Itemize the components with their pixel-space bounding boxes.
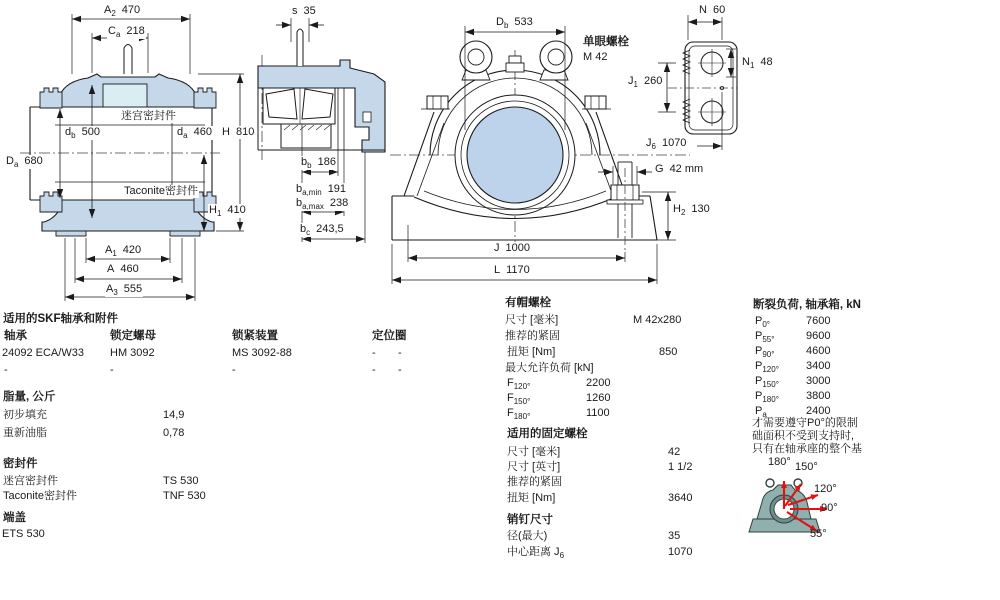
cell-text: 推荐的紧固 <box>505 330 560 342</box>
row-fixing-torque-label <box>507 492 555 505</box>
col-header-bearing <box>4 330 27 343</box>
dim-symbol: F <box>507 377 514 389</box>
table-grease-title <box>3 391 55 404</box>
dim-symbol: P <box>755 405 763 417</box>
dim-symbol: H <box>209 204 217 216</box>
cell-bearing-designation <box>2 347 84 360</box>
dim-value: 48 <box>760 56 773 68</box>
cell-locknut <box>110 347 155 360</box>
angle-text: 180° <box>768 456 791 468</box>
dim-value: 810 <box>235 126 255 138</box>
dim-value: 460 <box>120 263 139 275</box>
dim-A3 <box>105 283 143 297</box>
cell-locating-ring-1 <box>372 347 376 360</box>
dim-symbol: N <box>742 56 750 68</box>
cell-text: 24092 ECA/W33 <box>2 347 84 359</box>
cell-text: TNF 530 <box>163 490 206 502</box>
angle-text: 90° <box>821 502 838 514</box>
angle-label-150 <box>795 461 818 474</box>
dim-symbol: F <box>507 407 514 419</box>
cell-text: TS 530 <box>163 475 199 487</box>
dim-value: 260 <box>643 75 663 87</box>
dim-value: 555 <box>123 283 143 295</box>
dim-symbol: b <box>296 197 303 209</box>
dim-s <box>291 5 317 18</box>
header-text: 定位圈 <box>372 330 407 342</box>
dim-A2 <box>103 4 141 18</box>
cell-text: - <box>372 364 376 376</box>
cell-text: 重新油脂 <box>3 427 47 439</box>
dim-subscript: 55° <box>762 335 775 344</box>
eyebolt-size-text: M 42 <box>583 51 608 63</box>
row-taconite-label <box>3 490 77 503</box>
cell-text: 初步填充 <box>3 409 47 421</box>
title-text: 端盖 <box>3 512 26 524</box>
dim-subscript: 120° <box>762 365 779 374</box>
dim-symbol: J <box>646 137 652 149</box>
dim-L <box>493 264 531 277</box>
cell-text: 14,9 <box>163 409 185 421</box>
cell-text: 0,78 <box>163 427 185 439</box>
eyebolt-title-text: 单眼螺栓 <box>583 36 629 48</box>
cell-text: M 42x280 <box>633 314 682 326</box>
dim-subscript: 6 <box>559 551 565 560</box>
dim-symbol: P <box>755 360 763 372</box>
dim-value: 186 <box>317 156 336 168</box>
row-fixing-torque-value <box>668 492 692 505</box>
dim-subscript: b <box>71 131 76 140</box>
table-pins-title <box>507 514 553 527</box>
title-text: 有帽螺栓 <box>505 297 551 309</box>
row-F150 <box>507 392 530 406</box>
row-P90 <box>755 345 774 359</box>
dim-Da <box>5 155 44 169</box>
row-pin-centerdist-value <box>668 546 692 559</box>
cell-text: 扭矩 [Nm] <box>507 492 556 504</box>
note-text: 只有在轴承座的整个基 <box>752 443 862 455</box>
dim-symbol: D <box>496 16 504 28</box>
dim-symbol: H <box>222 126 230 138</box>
dim-value: 533 <box>514 16 533 28</box>
dim-symbol: D <box>6 155 14 167</box>
table-capbolts-title <box>505 297 551 310</box>
cell-text: 尺寸 [毫米] <box>507 446 561 458</box>
row-taconite-value <box>163 490 206 503</box>
cell-locating-ring-2 <box>398 347 402 360</box>
header-text: 轴承 <box>4 330 27 342</box>
cell-text: - <box>110 364 114 376</box>
dim-symbol: d <box>65 126 72 138</box>
dim-symbol: A <box>104 4 112 16</box>
dim-subscript: 1 <box>216 209 222 218</box>
table-bearing-title <box>3 313 118 326</box>
note-line-3 <box>752 443 862 456</box>
dim-Db <box>495 16 534 30</box>
dim-value: 218 <box>126 25 145 37</box>
label-labyrinth-seal <box>120 110 177 123</box>
header-text: 锁定螺母 <box>110 330 156 342</box>
dim-subscript: 150° <box>762 380 779 389</box>
table-seals-title <box>3 458 38 471</box>
row-fixing-size-in-label <box>507 461 560 474</box>
cell-text: 中心距离 J <box>507 546 560 558</box>
title-text: 销钉尺寸 <box>507 514 553 526</box>
row-P0-value <box>806 315 830 328</box>
dim-H <box>221 126 255 139</box>
dim-subscript: 1 <box>112 249 117 258</box>
dim-H2 <box>672 203 711 217</box>
label-eyebolt-size <box>583 51 607 64</box>
dim-value: 60 <box>712 4 726 16</box>
row-P55 <box>755 330 774 344</box>
dim-symbol: A <box>105 244 113 256</box>
row-grease-relube-label <box>3 427 47 440</box>
cell-text: 4600 <box>806 345 831 357</box>
row-capbolt-tightening-label <box>505 330 560 343</box>
dim-G <box>654 163 704 176</box>
row-F180 <box>507 407 530 421</box>
title-text: 适用的SKF轴承和附件 <box>3 313 118 325</box>
dim-subscript: 150° <box>513 397 531 406</box>
dim-subscript: a <box>183 131 188 140</box>
cell-text: 迷宫密封件 <box>3 475 58 487</box>
row-F120-value <box>586 377 610 390</box>
dim-symbol: N <box>699 4 707 16</box>
table-breaking-title <box>753 299 861 312</box>
angle-text: 55° <box>810 528 827 540</box>
cell-text: 最大允许负荷 [kN] <box>505 362 594 374</box>
dim-subscript: c <box>306 228 311 237</box>
title-text: 脂量, 公斤 <box>3 391 56 403</box>
dim-value: 35 <box>303 5 316 17</box>
dim-value: 1170 <box>506 264 530 276</box>
dim-H1 <box>208 204 247 218</box>
angle-label-120 <box>814 483 837 496</box>
cell-text: 9600 <box>806 330 831 342</box>
row-P180 <box>755 390 779 404</box>
row-capbolt-size-label <box>505 314 558 327</box>
table-fixingbolts-title <box>507 428 588 441</box>
dim-J1 <box>627 75 663 89</box>
title-text: 适用的固定螺栓 <box>507 428 588 440</box>
cell-text: 850 <box>659 346 678 358</box>
dim-symbol: s <box>292 5 298 17</box>
cell-text: 扭矩 [Nm] <box>507 346 556 358</box>
cell-text: 1260 <box>586 392 611 404</box>
row-capbolt-torque-label <box>507 346 555 359</box>
dim-subscript: b <box>307 161 312 170</box>
dim-value: 680 <box>24 155 43 167</box>
dim-subscript: 1 <box>633 80 638 89</box>
dim-subscript: 2 <box>111 9 116 18</box>
dim-subscript: 180° <box>513 412 531 421</box>
cell-text: 尺寸 [毫米] <box>505 314 559 326</box>
row-Pa-value <box>806 405 830 418</box>
dim-Ca <box>107 25 146 39</box>
cell-text: 35 <box>668 530 681 542</box>
row-F150-value <box>586 392 610 405</box>
angle-text: 120° <box>814 483 837 495</box>
dim-value: 243,5 <box>316 223 344 235</box>
dim-symbol: b <box>301 156 308 168</box>
dim-symbol: J <box>628 75 634 87</box>
dim-symbol: P <box>755 375 763 387</box>
dim-subscript: 2 <box>680 208 686 217</box>
dim-db <box>64 126 101 140</box>
cell-text: - <box>398 364 402 376</box>
title-text: 断裂负荷, 轴承箱, kN <box>753 299 861 311</box>
cell-text: 2400 <box>806 405 831 417</box>
dim-value: 130 <box>691 203 710 215</box>
title-text: 密封件 <box>3 458 38 470</box>
cell-bearing-designation <box>4 364 8 377</box>
dim-subscript: 120° <box>513 382 531 391</box>
dim-A <box>106 263 140 276</box>
cell-text: 推荐的紧固 <box>507 476 562 488</box>
dim-symbol: A <box>106 283 114 295</box>
cell-text: 3400 <box>806 360 831 372</box>
dim-value: 410 <box>227 204 246 216</box>
cell-text: 尺寸 [英寸] <box>507 461 561 473</box>
dim-value: 420 <box>122 244 142 256</box>
note-line-2 <box>752 430 854 443</box>
cell-text: 1070 <box>668 546 693 558</box>
row-grease-initial-value <box>163 409 184 422</box>
cell-text: 1 1/2 <box>668 461 693 473</box>
dim-value: 460 <box>193 126 212 138</box>
note-line-1 <box>752 417 858 430</box>
dim-value: 191 <box>327 183 347 195</box>
dim-subscript: 3 <box>113 288 118 297</box>
row-P150 <box>755 375 779 389</box>
row-P120-value <box>806 360 830 373</box>
row-pin-diameter-label <box>507 530 547 543</box>
angle-label-180 <box>768 456 791 469</box>
base-plan-view <box>658 15 737 150</box>
row-grease-relube-value <box>163 427 184 440</box>
cell-text: MS 3092-88 <box>232 347 292 359</box>
dim-symbol: P <box>755 315 763 327</box>
row-F180-value <box>586 407 610 420</box>
dim-symbol: L <box>494 264 501 276</box>
row-P120 <box>755 360 779 374</box>
row-P55-value <box>806 330 830 343</box>
row-fixing-tightening-label <box>507 476 562 489</box>
row-fixing-size-mm-value <box>668 446 680 459</box>
dim-A1 <box>104 244 142 258</box>
cell-text: 42 <box>668 446 681 458</box>
dim-symbol: b <box>296 183 303 195</box>
label-eyebolt-title <box>583 36 629 49</box>
dim-subscript: a <box>762 410 767 419</box>
dim-subscript: a,max <box>302 202 324 211</box>
cell-text: - <box>398 347 402 359</box>
dim-subscript: a <box>13 160 19 169</box>
dim-value: 500 <box>81 126 100 138</box>
row-P150-value <box>806 375 830 388</box>
col-header-locating-ring <box>372 330 407 343</box>
row-labyrinth-label <box>3 475 58 488</box>
dim-symbol: P <box>755 345 763 357</box>
row-P90-value <box>806 345 830 358</box>
dim-J6 <box>645 137 687 151</box>
angle-label-90 <box>821 502 838 515</box>
dim-ba-max <box>295 197 349 211</box>
row-capbolt-size-value <box>633 314 681 327</box>
row-grease-initial-label <box>3 409 47 422</box>
dim-subscript: 90° <box>762 350 775 359</box>
cell-text: 3000 <box>806 375 831 387</box>
dim-symbol: A <box>107 263 115 275</box>
note-text: 础面积不受到支持时, <box>752 430 855 442</box>
row-fixing-size-mm-label <box>507 446 560 459</box>
dim-J <box>493 242 531 255</box>
cell-locating-ring-1 <box>372 364 376 377</box>
seal-label-text: Taconite密封件 <box>124 185 198 197</box>
row-F120 <box>507 377 530 391</box>
row-fixing-size-in-value <box>668 461 692 474</box>
dim-subscript: 0° <box>762 320 770 329</box>
cell-text: 7600 <box>806 315 831 327</box>
row-P0 <box>755 315 770 329</box>
cell-text: HM 3092 <box>110 347 155 359</box>
cell-text: 2200 <box>586 377 611 389</box>
cell-text: - <box>4 364 8 376</box>
row-pin-centerdist-label <box>507 546 564 560</box>
dim-subscript: b <box>503 21 509 30</box>
plummer-front-view <box>390 26 690 284</box>
row-capbolt-maxload-label <box>505 362 594 375</box>
cell-text: ETS 530 <box>2 528 45 540</box>
dim-value: 470 <box>121 4 141 16</box>
cell-locking-device <box>232 347 292 360</box>
dim-symbol: P <box>755 390 763 402</box>
angle-text: 150° <box>795 461 818 473</box>
dim-symbol: F <box>507 392 514 404</box>
dim-ba-min <box>295 183 347 197</box>
dim-symbol: H <box>673 203 681 215</box>
dim-N1 <box>741 56 774 70</box>
dim-symbol: G <box>655 163 664 175</box>
row-endcover-value <box>2 528 45 541</box>
dim-symbol: d <box>177 126 184 138</box>
dim-value: 42 mm <box>669 163 704 175</box>
seal-label-text: 迷宫密封件 <box>121 110 176 122</box>
cell-text: - <box>372 347 376 359</box>
header-text: 锁紧装置 <box>232 330 278 342</box>
table-endcover-title <box>3 512 26 525</box>
dim-bc <box>299 223 345 237</box>
angle-label-55 <box>810 528 827 541</box>
col-header-locknut <box>110 330 156 343</box>
dim-da <box>176 126 213 140</box>
cell-text: - <box>232 364 236 376</box>
cell-text: 3800 <box>806 390 831 402</box>
dim-value: 238 <box>329 197 349 209</box>
dim-subscript: a,min <box>302 188 322 197</box>
dim-subscript: 180° <box>762 395 779 404</box>
dim-symbol: P <box>755 330 763 342</box>
dim-bb <box>300 156 337 170</box>
label-taconite-seal <box>123 185 199 198</box>
cell-text: 3640 <box>668 492 693 504</box>
dim-symbol: b <box>300 223 307 235</box>
dim-subscript: 6 <box>651 142 656 151</box>
cell-text: Taconite密封件 <box>3 490 77 502</box>
dim-symbol: J <box>494 242 500 254</box>
row-P180-value <box>806 390 830 403</box>
cell-locknut <box>110 364 114 377</box>
note-text: 才需要遵守P0°的限制 <box>752 417 858 429</box>
dim-subscript: a <box>115 30 121 39</box>
dim-symbol: C <box>108 25 116 37</box>
cell-locking-device <box>232 364 236 377</box>
cell-locating-ring-2 <box>398 364 402 377</box>
dim-value: 1000 <box>505 242 530 254</box>
row-capbolt-torque-value <box>659 346 677 359</box>
dim-N <box>698 4 726 17</box>
cell-text: 径(最大) <box>507 530 548 542</box>
cell-text: 1100 <box>586 407 610 419</box>
row-labyrinth-value <box>163 475 198 488</box>
row-pin-diameter-value <box>668 530 680 543</box>
dim-value: 1070 <box>661 137 687 149</box>
col-header-locking-device <box>232 330 278 343</box>
dim-subscript: 1 <box>749 61 755 70</box>
